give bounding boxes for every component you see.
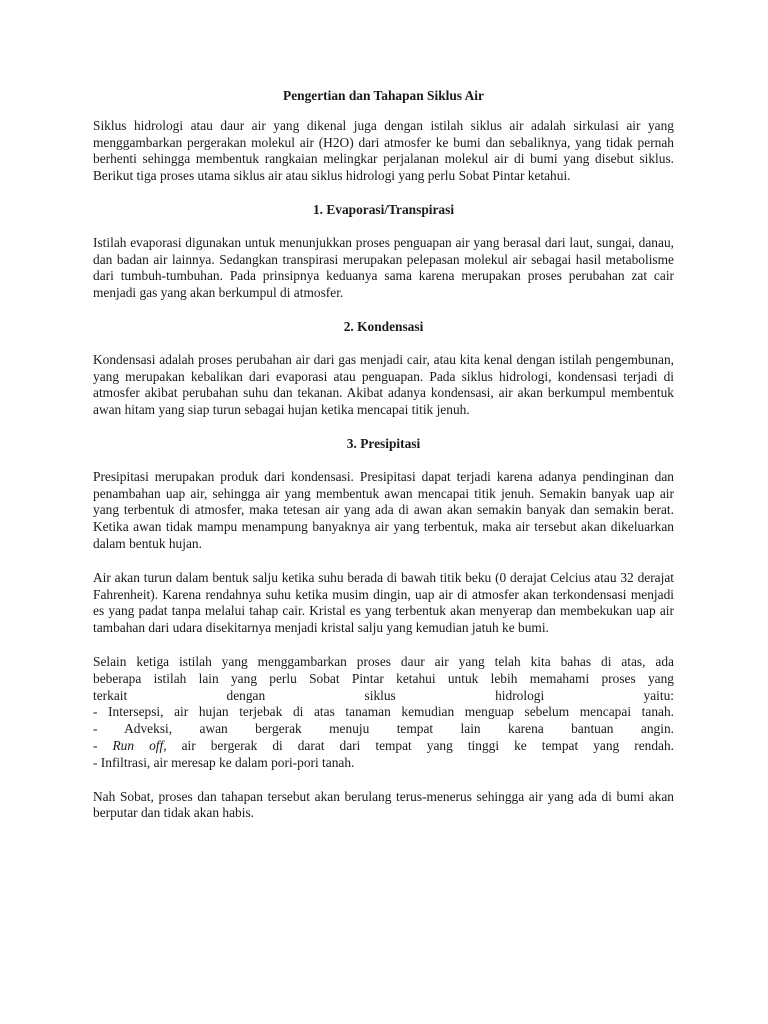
evaporasi-paragraph: Istilah evaporasi digunakan untuk menunjukkan proses penguapan air yang berasal dari laut, sungai, danau, dan badan air lainnya. Sedangkan transpirasi merupakan pelepasan molekul air sebagai hasil metabolisme dari tumbuh-tumbuhan. Pada prinsipnya keduanya sama karena merupakan proses perubahan zat cair menjadi gas yang akan berkumpul di atmosfer. [93, 234, 674, 301]
bullet-run-off-text: air bergerak di darat dari tempat yang tinggi ke tempat yang rendah. [166, 737, 675, 753]
bullet-intersepsi: - Intersepsi, air hujan terjebak di atas tanaman kemudian menguap sebelum mencapai tanah. [93, 704, 674, 720]
document-page [93, 82, 674, 839]
kondensasi-paragraph: Kondensasi adalah proses perubahan air dari gas menjadi cair, atau kita kenal dengan istilah pengembunan, yang merupakan kebalikan dari evaporasi atau penguapan. Pada siklus hidrologi, kondensasi terjadi di atmosfer akibat perubahan suhu dan tekanan. Akibat adanya kondensasi, air akan berkumpul membentuk awan hitam yang siap turun sebagai hujan ketika mencapai titik jenuh. [93, 351, 674, 418]
extra-line-2: beberapa istilah lain yang perlu Sobat Pintar ketahui untuk lebih memahami proses yang [93, 670, 674, 686]
section-heading-evaporasi: 1. Evaporasi/Transpirasi [312, 201, 455, 217]
section-heading-presipitasi: 3. Presipitasi [346, 435, 421, 451]
bullet-run-off-prefix: - [93, 737, 113, 753]
extra-line-1: Selain ketiga istilah yang menggambarkan proses daur air yang telah kita bahas di atas, ada [93, 653, 674, 669]
bullet-run-off-term: Run off, [112, 737, 167, 753]
presipitasi-paragraph-2: Air akan turun dalam bentuk salju ketika suhu berada di bawah titik beku (0 derajat Celcius atau 32 derajat Fahrenheit). Karena rendahnya suhu ketika musim dingin, uap air di atmosfer akan terkondensasi menjadi es yang padat tanpa melalui tahap cair. Kristal es yang terbentuk akan menyerap dan membekukan uap air tambahan dari udara disekitarnya menjadi kristal salju yang kemudian jatuh ke bumi. [93, 569, 674, 636]
document-title: Pengertian dan Tahapan Siklus Air [283, 88, 484, 103]
section-heading-kondensasi: 2. Kondensasi [343, 318, 424, 334]
closing-paragraph: Nah Sobat, proses dan tahapan tersebut akan berulang terus-menerus sehingga air yang ada di bumi akan berputar dan tidak akan habis. [93, 788, 674, 821]
bullet-infiltrasi: - Infiltrasi, air meresap ke dalam pori-pori tanah. [93, 754, 355, 770]
intro-paragraph: Siklus hidrologi atau daur air yang dikenal juga dengan istilah siklus air adalah sirkulasi air yang menggambarkan pergerakan molekul air (H2O) dari atmosfer ke bumi dan sebaliknya, yang tidak pernah berhenti sehingga membentuk rangkaian melingkar perjalanan molekul air di bumi yang disebut siklus. Berikut tiga proses utama siklus air atau siklus hidrologi yang perlu Sobat Pintar ketahui. [93, 117, 674, 184]
extra-line-3: terkait dengan siklus hidrologi yaitu: [93, 687, 674, 703]
presipitasi-paragraph-1: Presipitasi merupakan produk dari kondensasi. Presipitasi dapat terjadi karena adanya pendinginan dan penambahan uap air, sehingga air yang membentuk awan mencapai titik jenuh. Semakin banyak uap air yang terbentuk di atmosfer, maka tetesan air yang ada di awan akan semakin banyak dan semakin berat. Ketika awan tidak mampu menampung banyaknya air yang terbentuk, maka air tersebut akan dikeluarkan dalam bentuk hujan. [93, 468, 674, 551]
bullet-adveksi: - Adveksi, awan bergerak menuju tempat lain karena bantuan angin. [93, 721, 674, 737]
bullet-run-off [93, 738, 674, 755]
extra-terms-block [93, 654, 674, 772]
